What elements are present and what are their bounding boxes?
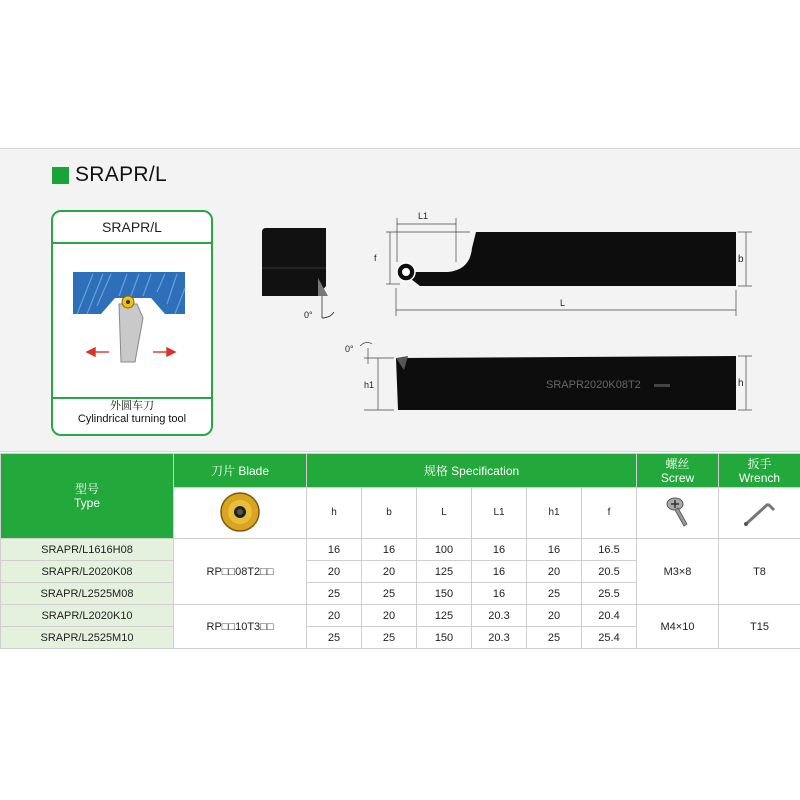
dim-f-label: f	[374, 253, 377, 263]
top-view	[374, 211, 752, 316]
caption-cn: 外圆车刀	[110, 400, 154, 412]
L-cell: 150	[417, 627, 472, 649]
h1-cell: 25	[527, 627, 582, 649]
h1-cell: 20	[527, 561, 582, 583]
angle-label-side: 0°	[345, 344, 354, 354]
f-cell: 20.4	[582, 605, 637, 627]
col-L-header: L	[417, 488, 472, 539]
screw-header-cn: 螺丝	[665, 456, 690, 471]
type-cell: SRAPR/L2525M08	[1, 583, 174, 605]
side-view	[345, 342, 752, 410]
front-view	[262, 228, 334, 320]
b-cell: 25	[362, 583, 417, 605]
blade-header: 刀片 Blade	[174, 454, 307, 488]
L1-cell: 16	[472, 539, 527, 561]
dim-L-label: L	[560, 298, 566, 308]
screw-header-en: Screw	[660, 470, 695, 485]
L1-cell: 16	[472, 561, 527, 583]
screw-cell: M4×10	[637, 605, 719, 649]
h1-cell: 20	[527, 605, 582, 627]
blade-cell: RP□□08T2□□	[174, 539, 307, 605]
dim-L1-label: L1	[418, 211, 429, 221]
col-h-header: h	[307, 488, 362, 539]
screw-header	[637, 454, 719, 488]
blade-image-cell	[174, 488, 307, 539]
L-cell: 125	[417, 605, 472, 627]
b-cell: 16	[362, 539, 417, 561]
L-cell: 150	[417, 583, 472, 605]
col-f-header: f	[582, 488, 637, 539]
application-heading: SRAPR/L	[53, 212, 211, 244]
wrench-header-cn: 扳手	[747, 456, 772, 471]
h1-cell: 16	[527, 539, 582, 561]
L1-cell: 20.3	[472, 627, 527, 649]
type-cell: SRAPR/L2525M10	[1, 627, 174, 649]
type-cell: SRAPR/L2020K08	[1, 561, 174, 583]
table-row	[1, 539, 800, 561]
spec-header: 规格 Specification	[307, 454, 637, 488]
col-b-header: b	[362, 488, 417, 539]
type-header	[1, 454, 174, 539]
screw-image-cell	[637, 488, 719, 539]
f-cell: 25.4	[582, 627, 637, 649]
f-cell: 20.5	[582, 561, 637, 583]
type-header-cn: 型号	[74, 482, 99, 496]
h-cell: 16	[307, 539, 362, 561]
screw-icon	[663, 494, 693, 530]
h1-cell: 25	[527, 583, 582, 605]
spec-table	[0, 453, 800, 649]
L-cell: 125	[417, 561, 472, 583]
dim-h1-label: h1	[364, 380, 375, 390]
b-cell: 25	[362, 627, 417, 649]
body-marking: SRAPR2020K08T2	[546, 379, 641, 391]
col-h1-header: h1	[527, 488, 582, 539]
page-title: SRAPR/L	[75, 163, 167, 186]
b-cell: 20	[362, 605, 417, 627]
h-cell: 25	[307, 583, 362, 605]
screw-cell: M3×8	[637, 539, 719, 605]
caption-en: Cylindrical turning tool	[77, 413, 187, 425]
table-row	[1, 605, 800, 627]
dim-b-label: b	[738, 254, 744, 265]
wrench-cell: T8	[719, 539, 800, 605]
b-cell: 20	[362, 561, 417, 583]
f-cell: 25.5	[582, 583, 637, 605]
L1-cell: 20.3	[472, 605, 527, 627]
L1-cell: 16	[472, 583, 527, 605]
wrench-header-en: Wrench	[738, 470, 781, 485]
h-cell: 20	[307, 561, 362, 583]
type-header-en: Type	[73, 496, 100, 510]
round-insert-icon	[217, 489, 263, 535]
col-L1-header: L1	[472, 488, 527, 539]
angle-label-front: 0°	[304, 310, 313, 320]
L-cell: 100	[417, 539, 472, 561]
f-cell: 16.5	[582, 539, 637, 561]
type-cell: SRAPR/L1616H08	[1, 539, 174, 561]
h-cell: 25	[307, 627, 362, 649]
type-cell: SRAPR/L2020K10	[1, 605, 174, 627]
blade-cell: RP□□10T3□□	[174, 605, 307, 649]
dim-h-label: h	[738, 378, 744, 389]
wrench-image-cell	[719, 488, 800, 539]
wrench-header	[719, 454, 800, 488]
wrench-cell: T15	[719, 605, 800, 649]
wrench-icon	[740, 494, 780, 530]
h-cell: 20	[307, 605, 362, 627]
